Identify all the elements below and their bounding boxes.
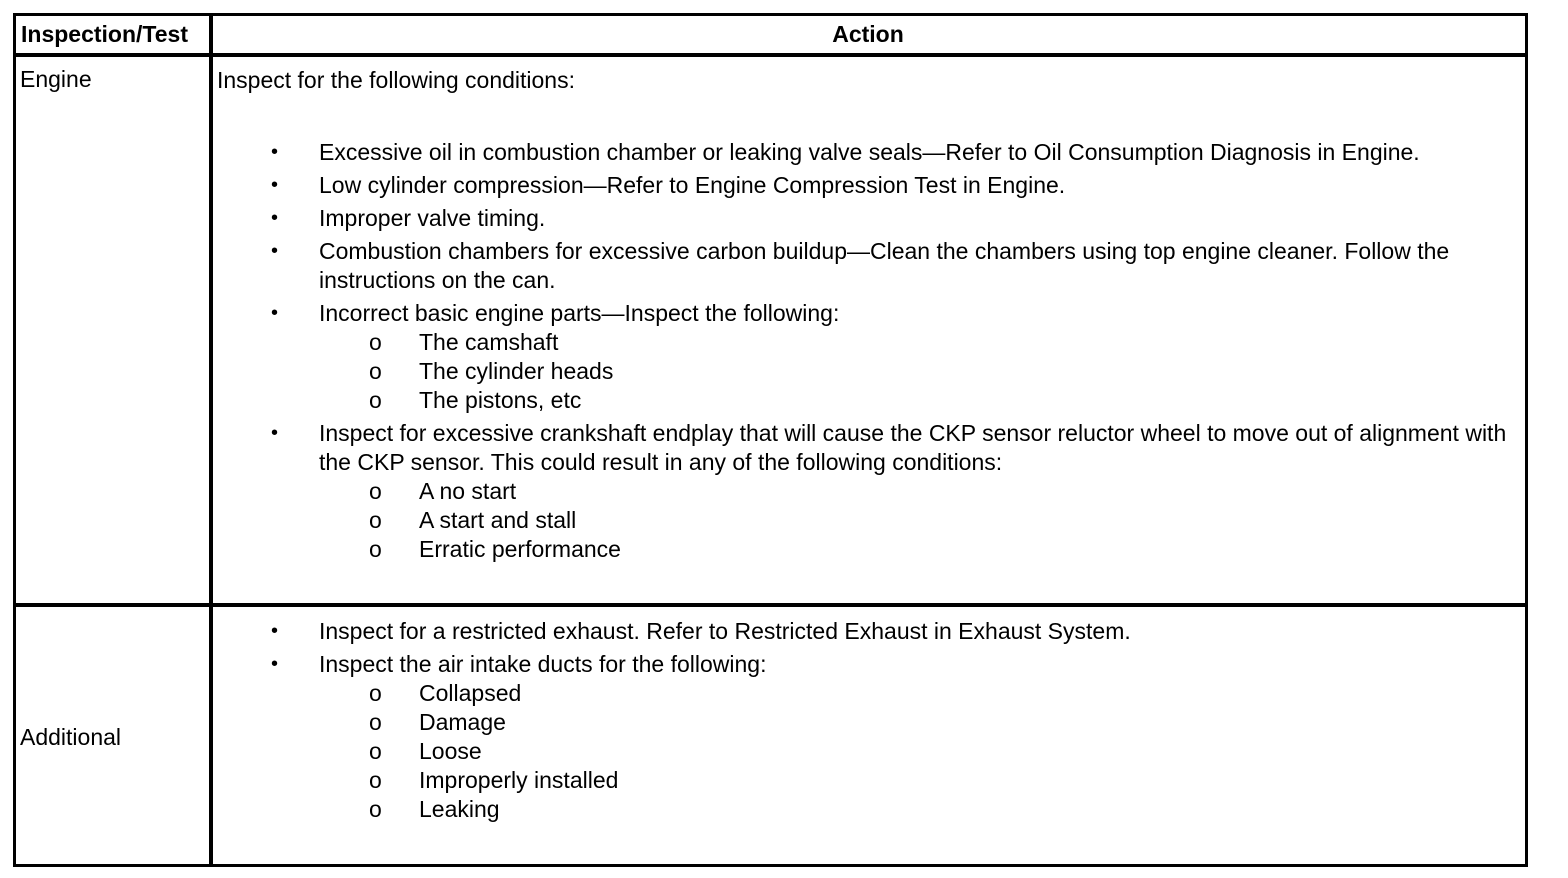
- additional-bullet-list: [217, 617, 1521, 824]
- inspection-table: [13, 13, 1528, 867]
- header-divider: [16, 53, 1525, 57]
- circle-bullet-icon: o: [369, 507, 382, 533]
- bullet-text: Excessive oil in combustion chamber or leaking valve seals—Refer to Oil Consumption Diagnosis in Engine.: [319, 139, 1420, 165]
- header-action: Action: [832, 21, 904, 47]
- bullet-icon: •: [271, 207, 279, 229]
- sub-item-text: The camshaft: [419, 329, 559, 355]
- bullet-text: Combustion chambers for excessive carbon buildup—Clean the chambers using top engine cleaner. Follow the instructions on the can.: [319, 238, 1450, 293]
- circle-bullet-icon: o: [369, 738, 382, 764]
- bullet-item: [217, 237, 1521, 295]
- sub-item-text: A no start: [419, 478, 517, 504]
- sub-item: [319, 737, 1521, 766]
- bullet-text: Inspect the air intake ducts for the following:: [319, 651, 767, 677]
- circle-bullet-icon: o: [369, 767, 382, 793]
- bullet-text: Inspect for a restricted exhaust. Refer to Restricted Exhaust in Exhaust System.: [319, 618, 1131, 644]
- circle-bullet-icon: o: [369, 358, 382, 384]
- sub-list: [319, 477, 1521, 564]
- header-inspection-test: Inspection/Test: [21, 21, 188, 47]
- sub-item: [319, 535, 1521, 564]
- sub-item: [319, 328, 1521, 357]
- sub-item-text: Loose: [419, 738, 482, 764]
- sub-item: [319, 679, 1521, 708]
- sub-item-text: Leaking: [419, 796, 500, 822]
- sub-item-text: Erratic performance: [419, 536, 621, 562]
- sub-item-text: A start and stall: [419, 507, 577, 533]
- row-label-engine: Engine: [20, 66, 92, 92]
- sub-item: [319, 766, 1521, 795]
- bullet-text: Low cylinder compression—Refer to Engine Compression Test in Engine.: [319, 172, 1066, 198]
- engine-bullet-list: [217, 138, 1521, 564]
- circle-bullet-icon: o: [369, 387, 382, 413]
- circle-bullet-icon: o: [369, 680, 382, 706]
- bullet-text: Improper valve timing.: [319, 205, 546, 231]
- bullet-icon: •: [271, 620, 279, 642]
- row-label-additional: Additional: [20, 724, 122, 750]
- sub-item: [319, 708, 1521, 737]
- sub-list: [319, 679, 1521, 824]
- bullet-text: Inspect for excessive crankshaft endplay that will cause the CKP sensor reluctor wheel to move out of alignment with the CKP sensor. This could result in any of the following conditions:: [319, 420, 1507, 475]
- sub-item-text: Collapsed: [419, 680, 522, 706]
- engine-intro: Inspect for the following conditions:: [217, 67, 575, 93]
- circle-bullet-icon: o: [369, 536, 382, 562]
- bullet-icon: •: [271, 422, 279, 444]
- bullet-icon: •: [271, 240, 279, 262]
- bullet-item: [217, 650, 1521, 824]
- bullet-item: [217, 419, 1521, 564]
- sub-item: [319, 386, 1521, 415]
- sub-item: [319, 506, 1521, 535]
- bullet-icon: •: [271, 302, 279, 324]
- bullet-item: [217, 204, 1521, 233]
- additional-action-cell: [217, 617, 1521, 828]
- row-divider: [16, 603, 1525, 607]
- bullet-item: [217, 138, 1521, 167]
- bullet-icon: •: [271, 174, 279, 196]
- sub-item-text: Damage: [419, 709, 506, 735]
- circle-bullet-icon: o: [369, 329, 382, 355]
- bullet-item: [217, 617, 1521, 646]
- bullet-item: [217, 299, 1521, 415]
- circle-bullet-icon: o: [369, 478, 382, 504]
- sub-item-text: The cylinder heads: [419, 358, 614, 384]
- column-divider: [209, 16, 213, 864]
- sub-item: [319, 795, 1521, 824]
- bullet-icon: •: [271, 653, 279, 675]
- sub-item-text: The pistons, etc: [419, 387, 582, 413]
- engine-action-cell: [217, 66, 1521, 568]
- bullet-icon: •: [271, 141, 279, 163]
- sub-item: [319, 477, 1521, 506]
- circle-bullet-icon: o: [369, 796, 382, 822]
- sub-list: [319, 328, 1521, 415]
- circle-bullet-icon: o: [369, 709, 382, 735]
- bullet-item: [217, 171, 1521, 200]
- sub-item-text: Improperly installed: [419, 767, 619, 793]
- bullet-text: Incorrect basic engine parts—Inspect the following:: [319, 300, 840, 326]
- sub-item: [319, 357, 1521, 386]
